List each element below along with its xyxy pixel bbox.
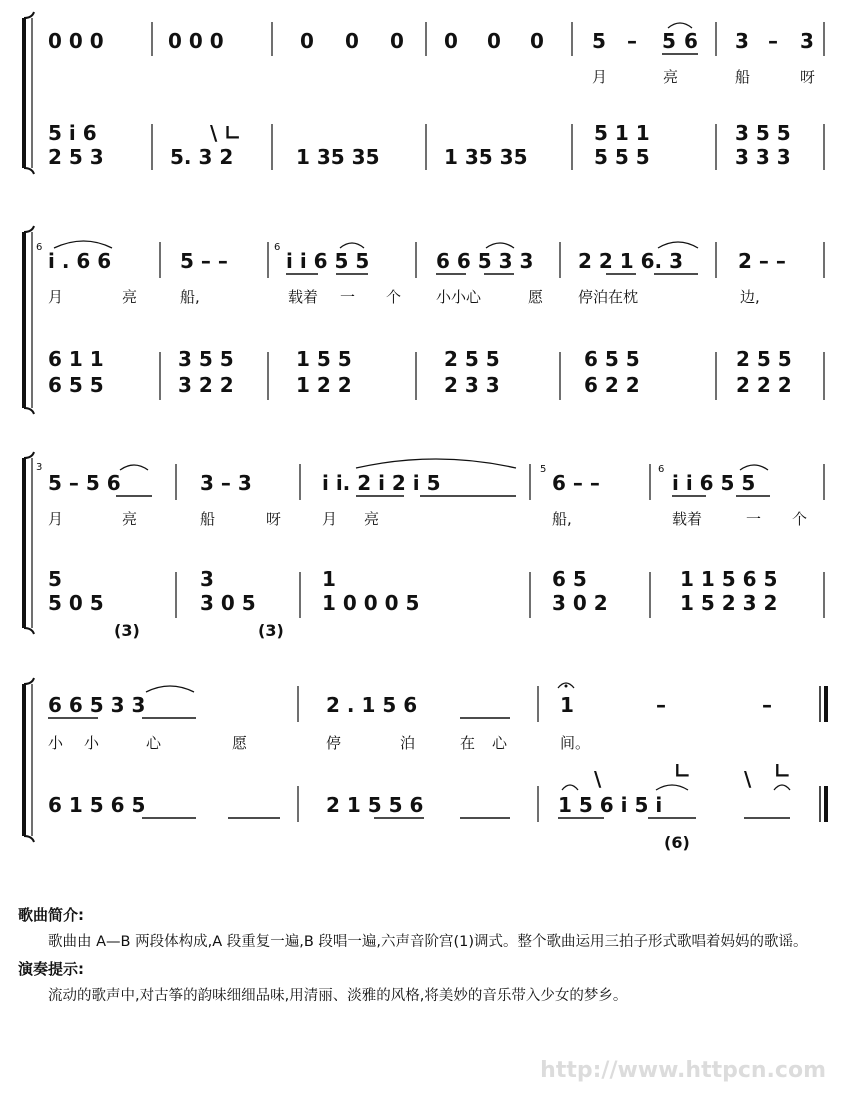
svg-text:5 0 5: 5 0 5 — [48, 591, 104, 615]
system-2 — [24, 226, 824, 414]
lyric-4-7: 在 — [460, 734, 476, 752]
svg-text:6 – –: 6 – – — [552, 471, 600, 495]
lyric-2-3: 船, — [180, 288, 200, 306]
svg-text:2 3 3: 2 3 3 — [444, 373, 500, 397]
svg-text:2 5 3: 2 5 3 — [48, 145, 104, 169]
svg-text:5 i 6: 5 i 6 — [48, 121, 97, 145]
svg-text:3 2 2: 3 2 2 — [178, 373, 234, 397]
svg-text:6 5: 6 5 — [552, 567, 587, 591]
svg-text:5 5 5: 5 5 5 — [594, 145, 650, 169]
svg-text:0: 0 — [444, 29, 458, 53]
svg-text:\: \ — [594, 767, 602, 791]
lyric-2-9: 停泊在枕 — [578, 288, 639, 306]
lyric-4-5: 停 — [326, 734, 342, 752]
svg-text:i i. 2 i 2 i 5: i i. 2 i 2 i 5 — [322, 471, 441, 495]
hint-heading: 演奏提示: — [18, 960, 84, 978]
lyric-2-4: 载着 — [288, 288, 319, 306]
system-3 — [24, 452, 824, 640]
lyric-1-4: 呀 — [800, 68, 816, 86]
svg-text:1 5 5: 1 5 5 — [296, 347, 352, 371]
lyric-2-1: 月 — [48, 288, 64, 306]
lyric-2-6: 个 — [386, 288, 402, 306]
lyric-4-4: 愿 — [232, 734, 248, 752]
svg-text:3: 3 — [800, 29, 814, 53]
svg-text:1 5 6 i 5 i: 1 5 6 i 5 i — [558, 793, 663, 817]
svg-text:1: 1 — [322, 567, 336, 591]
system-1 — [24, 12, 824, 174]
svg-text:3: 3 — [200, 567, 214, 591]
svg-text:1 0 0 0 5: 1 0 0 0 5 — [322, 591, 420, 615]
svg-text:0: 0 — [487, 29, 501, 53]
svg-text:0 0 0: 0 0 0 — [168, 29, 224, 53]
paren-mark-2: (3) — [258, 621, 284, 640]
svg-text:3 3 3: 3 3 3 — [735, 145, 791, 169]
svg-text:6: 6 — [684, 29, 698, 53]
lyric-3-2: 亮 — [122, 510, 138, 528]
svg-text:∟: ∟ — [774, 759, 791, 783]
svg-text:1: 1 — [560, 693, 574, 717]
svg-text:5: 5 — [592, 29, 606, 53]
lyric-3-10: 个 — [792, 510, 808, 528]
paren-mark-1: (3) — [114, 621, 140, 640]
svg-text:6 2 2: 6 2 2 — [584, 373, 640, 397]
svg-text:3 0 5: 3 0 5 — [200, 591, 256, 615]
svg-text:∟: ∟ — [674, 759, 691, 783]
svg-text:6: 6 — [36, 242, 43, 253]
svg-text:6 5 5: 6 5 5 — [48, 373, 104, 397]
watermark: http://www.httpcn.com — [540, 1058, 826, 1083]
lyric-3-1: 月 — [48, 510, 64, 528]
lyric-4-2: 小 — [84, 734, 100, 752]
svg-text:3 5 5: 3 5 5 — [178, 347, 234, 371]
svg-text:1 35 35: 1 35 35 — [444, 145, 528, 169]
svg-text:i . 6 6: i . 6 6 — [48, 249, 112, 273]
svg-text:5: 5 — [540, 464, 547, 475]
lyric-3-8: 载着 — [672, 510, 703, 528]
svg-text:1 2 2: 1 2 2 — [296, 373, 352, 397]
svg-text:3 – 3: 3 – 3 — [200, 471, 252, 495]
svg-text:\: \ — [744, 767, 752, 791]
lyric-3-7: 船, — [552, 510, 572, 528]
svg-text:6 1 5 6 5: 6 1 5 6 5 — [48, 793, 146, 817]
svg-text:3: 3 — [735, 29, 749, 53]
svg-text:3 0 2: 3 0 2 — [552, 591, 608, 615]
svg-text:–: – — [762, 693, 772, 717]
svg-text:2 . 1 5 6: 2 . 1 5 6 — [326, 693, 418, 717]
svg-text:2 5 5: 2 5 5 — [736, 347, 792, 371]
lyric-4-1: 小 — [48, 734, 64, 752]
svg-text:6 6 5 3 3: 6 6 5 3 3 — [48, 693, 146, 717]
lyric-4-6: 泊 — [400, 734, 416, 752]
svg-text:6 1 1: 6 1 1 — [48, 347, 104, 371]
svg-text:0: 0 — [530, 29, 544, 53]
svg-text:2 1 5 5 6: 2 1 5 5 6 — [326, 793, 424, 817]
lyric-1-1: 月 — [592, 68, 608, 86]
svg-text:2 2 1 6. 3: 2 2 1 6. 3 — [578, 249, 684, 273]
svg-text:3 5 5: 3 5 5 — [735, 121, 791, 145]
svg-text:1 35 35: 1 35 35 — [296, 145, 380, 169]
svg-text:\ ∟: \ ∟ — [210, 121, 242, 145]
lyric-2-7: 小小心 — [436, 288, 482, 306]
svg-text:2 – –: 2 – – — [738, 249, 786, 273]
paren-mark-3: (6) — [664, 833, 690, 852]
system-4 — [24, 678, 826, 852]
intro-heading: 歌曲简介: — [18, 906, 84, 924]
svg-text:5 1 1: 5 1 1 — [594, 121, 650, 145]
svg-text:5: 5 — [662, 29, 676, 53]
svg-text:5. 3 2: 5. 3 2 — [170, 145, 234, 169]
svg-text:0: 0 — [345, 29, 359, 53]
svg-text:i i 6 5 5: i i 6 5 5 — [286, 249, 370, 273]
hint-text: 流动的歌声中,对古筝的韵味细细品味,用清丽、淡雅的风格,将美妙的音乐带入少女的梦乡。 — [48, 988, 628, 1004]
svg-text:–: – — [768, 29, 778, 53]
svg-text:5 – –: 5 – – — [180, 249, 228, 273]
svg-text:6 6 5 3 3: 6 6 5 3 3 — [436, 249, 534, 273]
svg-text:5: 5 — [48, 567, 62, 591]
svg-text:5 – 5 6: 5 – 5 6 — [48, 471, 121, 495]
svg-text:1 5 2 3 2: 1 5 2 3 2 — [680, 591, 778, 615]
intro-text: 歌曲由 A—B 两段体构成,A 段重复一遍,B 段唱一遍,六声音阶宫(1)调式。整个歌曲运用三拍子形式歌唱着妈妈的歌谣。 — [48, 934, 808, 950]
svg-text:1 1 5 6 5: 1 1 5 6 5 — [680, 567, 778, 591]
svg-text:2 5 5: 2 5 5 — [444, 347, 500, 371]
svg-text:2 2 2: 2 2 2 — [736, 373, 792, 397]
svg-text:–: – — [627, 29, 637, 53]
lyric-2-2: 亮 — [122, 288, 138, 306]
svg-text:6: 6 — [274, 242, 281, 253]
lyric-3-9: 一 — [746, 510, 762, 528]
lyric-4-9: 间。 — [560, 734, 591, 752]
svg-text:6 5 5: 6 5 5 — [584, 347, 640, 371]
lyric-3-6: 亮 — [364, 510, 380, 528]
lyric-2-8: 愿 — [528, 288, 544, 306]
svg-text:0: 0 — [390, 29, 404, 53]
svg-text:i i 6 5 5: i i 6 5 5 — [672, 471, 756, 495]
lyric-3-4: 呀 — [266, 510, 282, 528]
lyric-4-3: 心 — [146, 734, 162, 752]
lyric-2-5: 一 — [340, 288, 356, 306]
svg-text:0: 0 — [300, 29, 314, 53]
svg-text:–: – — [656, 693, 666, 717]
svg-text:6: 6 — [658, 464, 665, 475]
lyric-4-8: 心 — [492, 734, 508, 752]
svg-text:0 0 0: 0 0 0 — [48, 29, 104, 53]
lyric-2-10: 边, — [740, 288, 760, 306]
song-notes — [18, 902, 828, 1010]
svg-text:3: 3 — [36, 462, 43, 473]
lyric-3-3: 船 — [200, 510, 216, 528]
lyric-1-2: 亮 — [663, 68, 679, 86]
lyric-1-3: 船 — [735, 68, 751, 86]
lyric-3-5: 月 — [322, 510, 338, 528]
